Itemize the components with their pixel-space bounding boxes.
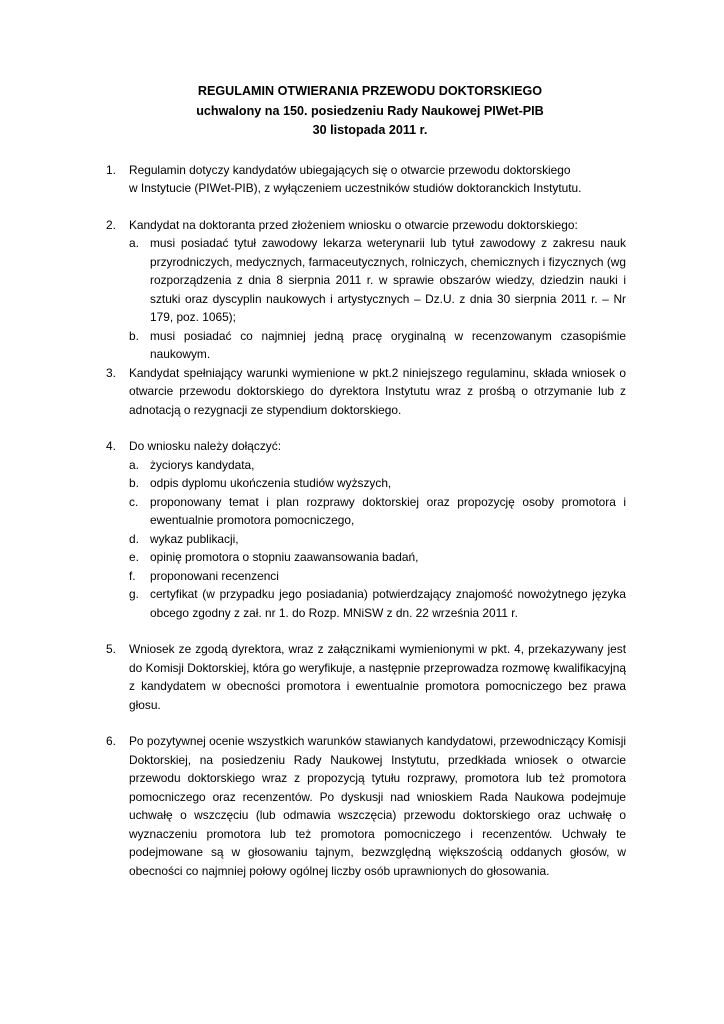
item-text: Kandydat spełniający warunki wymienione w pkt.2 niniejszego regulaminu, składa wniosek o otwarcie przewodu doktorskiego do dyrektora Instytutu wraz z prośbą o otrzymanie lub z adnotacją o rezygnacji ze stypendium doktorskiego.	[129, 365, 626, 417]
regulation-item-6	[106, 732, 626, 880]
sub-item-text: musi posiadać co najmniej jedną pracę oryginalną w recenzowanym czasopiśmie naukowym.	[150, 328, 626, 361]
document-subtitle: uchwalony na 150. posiedzeniu Rady Naukowej PIWet-PIB	[196, 103, 544, 118]
item-number: 6.	[106, 734, 116, 748]
sub-item-letter: e.	[129, 550, 139, 564]
sub-item	[106, 567, 626, 586]
sub-item-text: proponowani recenzenci	[150, 568, 279, 583]
sub-item	[106, 548, 626, 567]
document-title: REGULAMIN OTWIERANIA PRZEWODU DOKTORSKIEGO	[197, 84, 543, 98]
item-text: Wniosek ze zgodą dyrektora, wraz z załącznikami wymienionymi w pkt. 4, przekazywany jest do Komisji Doktorskiej, która go weryfikuje, a następnie przeprowadza rozmowę kwalifikacyjną z kandydatem w obecności promotora i ewentualnie promotora pomocniczego bez prawa głosu.	[129, 642, 626, 712]
sub-item-text: wykaz publikacji,	[150, 531, 239, 546]
sub-item-letter: c.	[129, 494, 139, 509]
sub-item-text: opinię promotora o stopniu zaawansowania badań,	[150, 550, 419, 564]
document-header	[114, 82, 626, 141]
sub-item-text: certyfikat (w przypadku jego posiadania) potwierdzający znajomość nowożytnego języka obcego zgodny z zał. nr 1. do Rozp. MNiSW z dn. 22 września 2011 r.	[150, 587, 626, 620]
regulation-item-2	[106, 216, 626, 235]
item-number: 3.	[106, 365, 116, 380]
item-number: 5.	[106, 642, 116, 656]
sub-item-letter: f.	[129, 568, 136, 583]
sub-item	[106, 474, 626, 493]
item-text-line: w Instytucie (PIWet-PIB), z wyłączeniem uczestników studiów doktoranckich Instytutu.	[129, 181, 582, 195]
item-number: 2.	[106, 217, 116, 232]
item-text-line: Regulamin dotyczy kandydatów ubiegających się o otwarcie przewodu doktorskiego	[129, 162, 571, 177]
item-text: Po pozytywnej ocenie wszystkich warunków stawianych kandydatowi, przewodniczący Komisji Doktorskiej, na posiedzeniu Rady Naukowej Instytutu, przedkłada wniosek o otwarcie przewodu doktorskiego wraz z propozycją tytułu rozprawy, promotora lub też promotora pomocniczego oraz recenzentów. Po dyskusji nad wnioskiem Rada Naukowa podejmuje uchwałę o wszczęciu (lub odmawia wszczęcia) przewodu doktorskiego oraz uchwałę o wyznaczeniu promotora lub też promotora pomocniczego i recenzentów. Uchwały te podejmowane są w głosowaniu tajnym, bezwzględną większością oddanych głosów, w obecności co najmniej połowy ogólnej liczby osób uprawnionych do głosowania.	[129, 734, 626, 878]
sub-item-text: odpis dyplomu ukończenia studiów wyższych,	[150, 476, 392, 490]
regulation-item-4	[106, 437, 626, 456]
item-number: 1.	[106, 162, 116, 177]
regulation-item-3	[106, 364, 626, 420]
sub-item-letter: a.	[129, 457, 139, 472]
sub-item	[106, 327, 626, 364]
sub-item-text: musi posiadać tytuł zawodowy lekarza weterynarii lub tytuł zawodowy z zakresu nauk przyrodniczych, medycznych, farmaceutycznych, rolniczych, chemicznych i fizycznych (wg rozporządzenia z dnia 8 sierpnia 2011 r. w sprawie obszarów wiedzy, dziedzin nauki i sztuki oraz dyscyplin naukowych i artystycznych – Dz.U. z dnia 30 sierpnia 2011 r. – Nr 179, poz. 1065);	[150, 236, 626, 324]
sub-item-letter: g.	[129, 587, 139, 601]
regulations-list	[106, 161, 626, 881]
sub-item	[106, 234, 626, 327]
sub-item-letter: d.	[129, 531, 139, 546]
sub-item-letter: b.	[129, 476, 139, 490]
item-text: Kandydat na doktoranta przed złożeniem wniosku o otwarcie przewodu doktorskiego:	[129, 217, 578, 232]
regulation-item-1	[106, 161, 626, 198]
sub-item	[106, 456, 626, 475]
item-number: 4.	[106, 439, 116, 453]
sub-item-letter: b.	[129, 328, 139, 343]
document-date: 30 listopada 2011 r.	[312, 123, 428, 137]
item-text: Do wniosku należy dołączyć:	[129, 439, 282, 453]
sub-item-text: proponowany temat i plan rozprawy doktorskiej oraz propozycję osoby promotora i ewentualnie promotora pomocniczego,	[150, 494, 626, 527]
sub-item	[106, 493, 626, 530]
sub-item	[106, 530, 626, 549]
regulation-item-5	[106, 640, 626, 714]
sub-item-letter: a.	[129, 236, 139, 250]
sub-item	[106, 585, 626, 622]
sub-item-text: życiorys kandydata,	[150, 457, 255, 472]
